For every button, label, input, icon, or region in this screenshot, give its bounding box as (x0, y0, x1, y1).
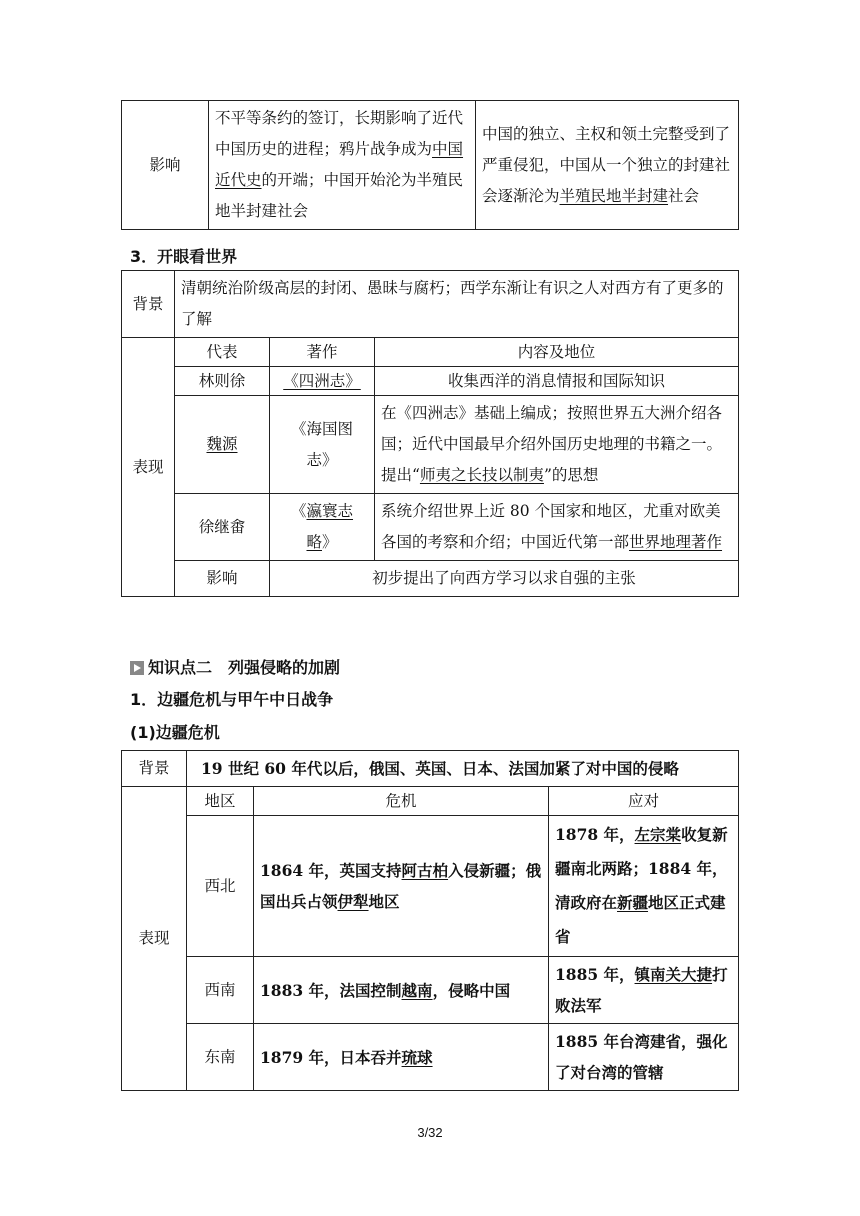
bg-text: 清朝统治阶级高层的封闭、愚昧与腐朽；西学东渐让有识之人对西方有了更多的了解 (175, 271, 739, 338)
work-haiguo: 《海国图志》 (270, 396, 375, 494)
content-wei: 在《四洲志》基础上编成；按照世界五大洲介绍各国；近代中国最早介绍外国历史地理的书籍之一。提出“师夷之长技以制夷”的思想 (375, 396, 739, 494)
crisis-se: 1879 年，日本吞并琉球 (254, 1024, 549, 1091)
perf-label-2: 表现 (122, 787, 187, 1091)
knowledge-point-2: 知识点二 列强侵略的加剧 (130, 655, 340, 678)
col-content: 内容及地位 (375, 338, 739, 367)
impact-cell-1: 不平等条约的签订，长期影响了近代中国历史的进程；鸦片战争成为中国近代史的开端；中国开始沦为半殖民地半封建社会 (209, 101, 476, 230)
perf-label: 表现 (122, 338, 175, 597)
resp-sw: 1885 年，镇南关大捷打败法军 (549, 957, 739, 1024)
rep-lin: 林则徐 (175, 367, 270, 396)
rep-xu: 徐继畬 (175, 494, 270, 561)
page-number: 3/32 (417, 1125, 443, 1140)
crisis-sw: 1883 年，法国控制越南，侵略中国 (254, 957, 549, 1024)
bg-label-2: 背景 (122, 751, 187, 787)
col-work: 著作 (270, 338, 375, 367)
resp-nw: 1878 年，左宗棠收复新疆南北两路；1884 年，清政府在新疆地区正式建省 (549, 816, 739, 957)
crisis-nw: 1864 年，英国支持阿古柏入侵新疆；俄国出兵占领伊犁地区 (254, 816, 549, 957)
content-xu: 系统介绍世界上近 80 个国家和地区，尤重对欧美各国的考察和介绍；中国近代第一部世界地理著作 (375, 494, 739, 561)
inf-label: 影响 (175, 561, 270, 597)
impact-label: 影响 (122, 101, 209, 230)
region-nw: 西北 (187, 816, 254, 957)
bg-text-2: 19 世纪 60 年代以后，俄国、英国、日本、法国加紧了对中国的侵略 (187, 751, 739, 787)
bg-label: 背景 (122, 271, 175, 338)
impact-table (121, 100, 739, 230)
section-heading-1: 1．边疆危机与甲午中日战争 (130, 690, 334, 709)
frontier-crisis-table (121, 750, 739, 1091)
region-sw: 西南 (187, 957, 254, 1024)
col-region: 地区 (187, 787, 254, 816)
resp-se: 1885 年台湾建省，强化了对台湾的管辖 (549, 1024, 739, 1091)
section-heading-1a: (1)边疆危机 (130, 723, 220, 742)
open-eyes-table (121, 270, 739, 597)
rep-wei: 魏源 (175, 396, 270, 494)
content-lin: 收集西洋的消息情报和国际知识 (375, 367, 739, 396)
work-sizhou: 《四洲志》 (270, 367, 375, 396)
section-heading-3: 3．开眼看世界 (130, 247, 238, 266)
impact-cell-2: 中国的独立、主权和领土完整受到了严重侵犯，中国从一个独立的封建社会逐渐沦为半殖民地半封建社会 (476, 101, 739, 230)
inf-text: 初步提出了向西方学习以求自强的主张 (270, 561, 739, 597)
work-yinghuan: 《瀛寰志略》 (270, 494, 375, 561)
region-se: 东南 (187, 1024, 254, 1091)
col-resp: 应对 (549, 787, 739, 816)
col-rep: 代表 (175, 338, 270, 367)
play-triangle-icon (130, 661, 144, 675)
col-crisis: 危机 (254, 787, 549, 816)
